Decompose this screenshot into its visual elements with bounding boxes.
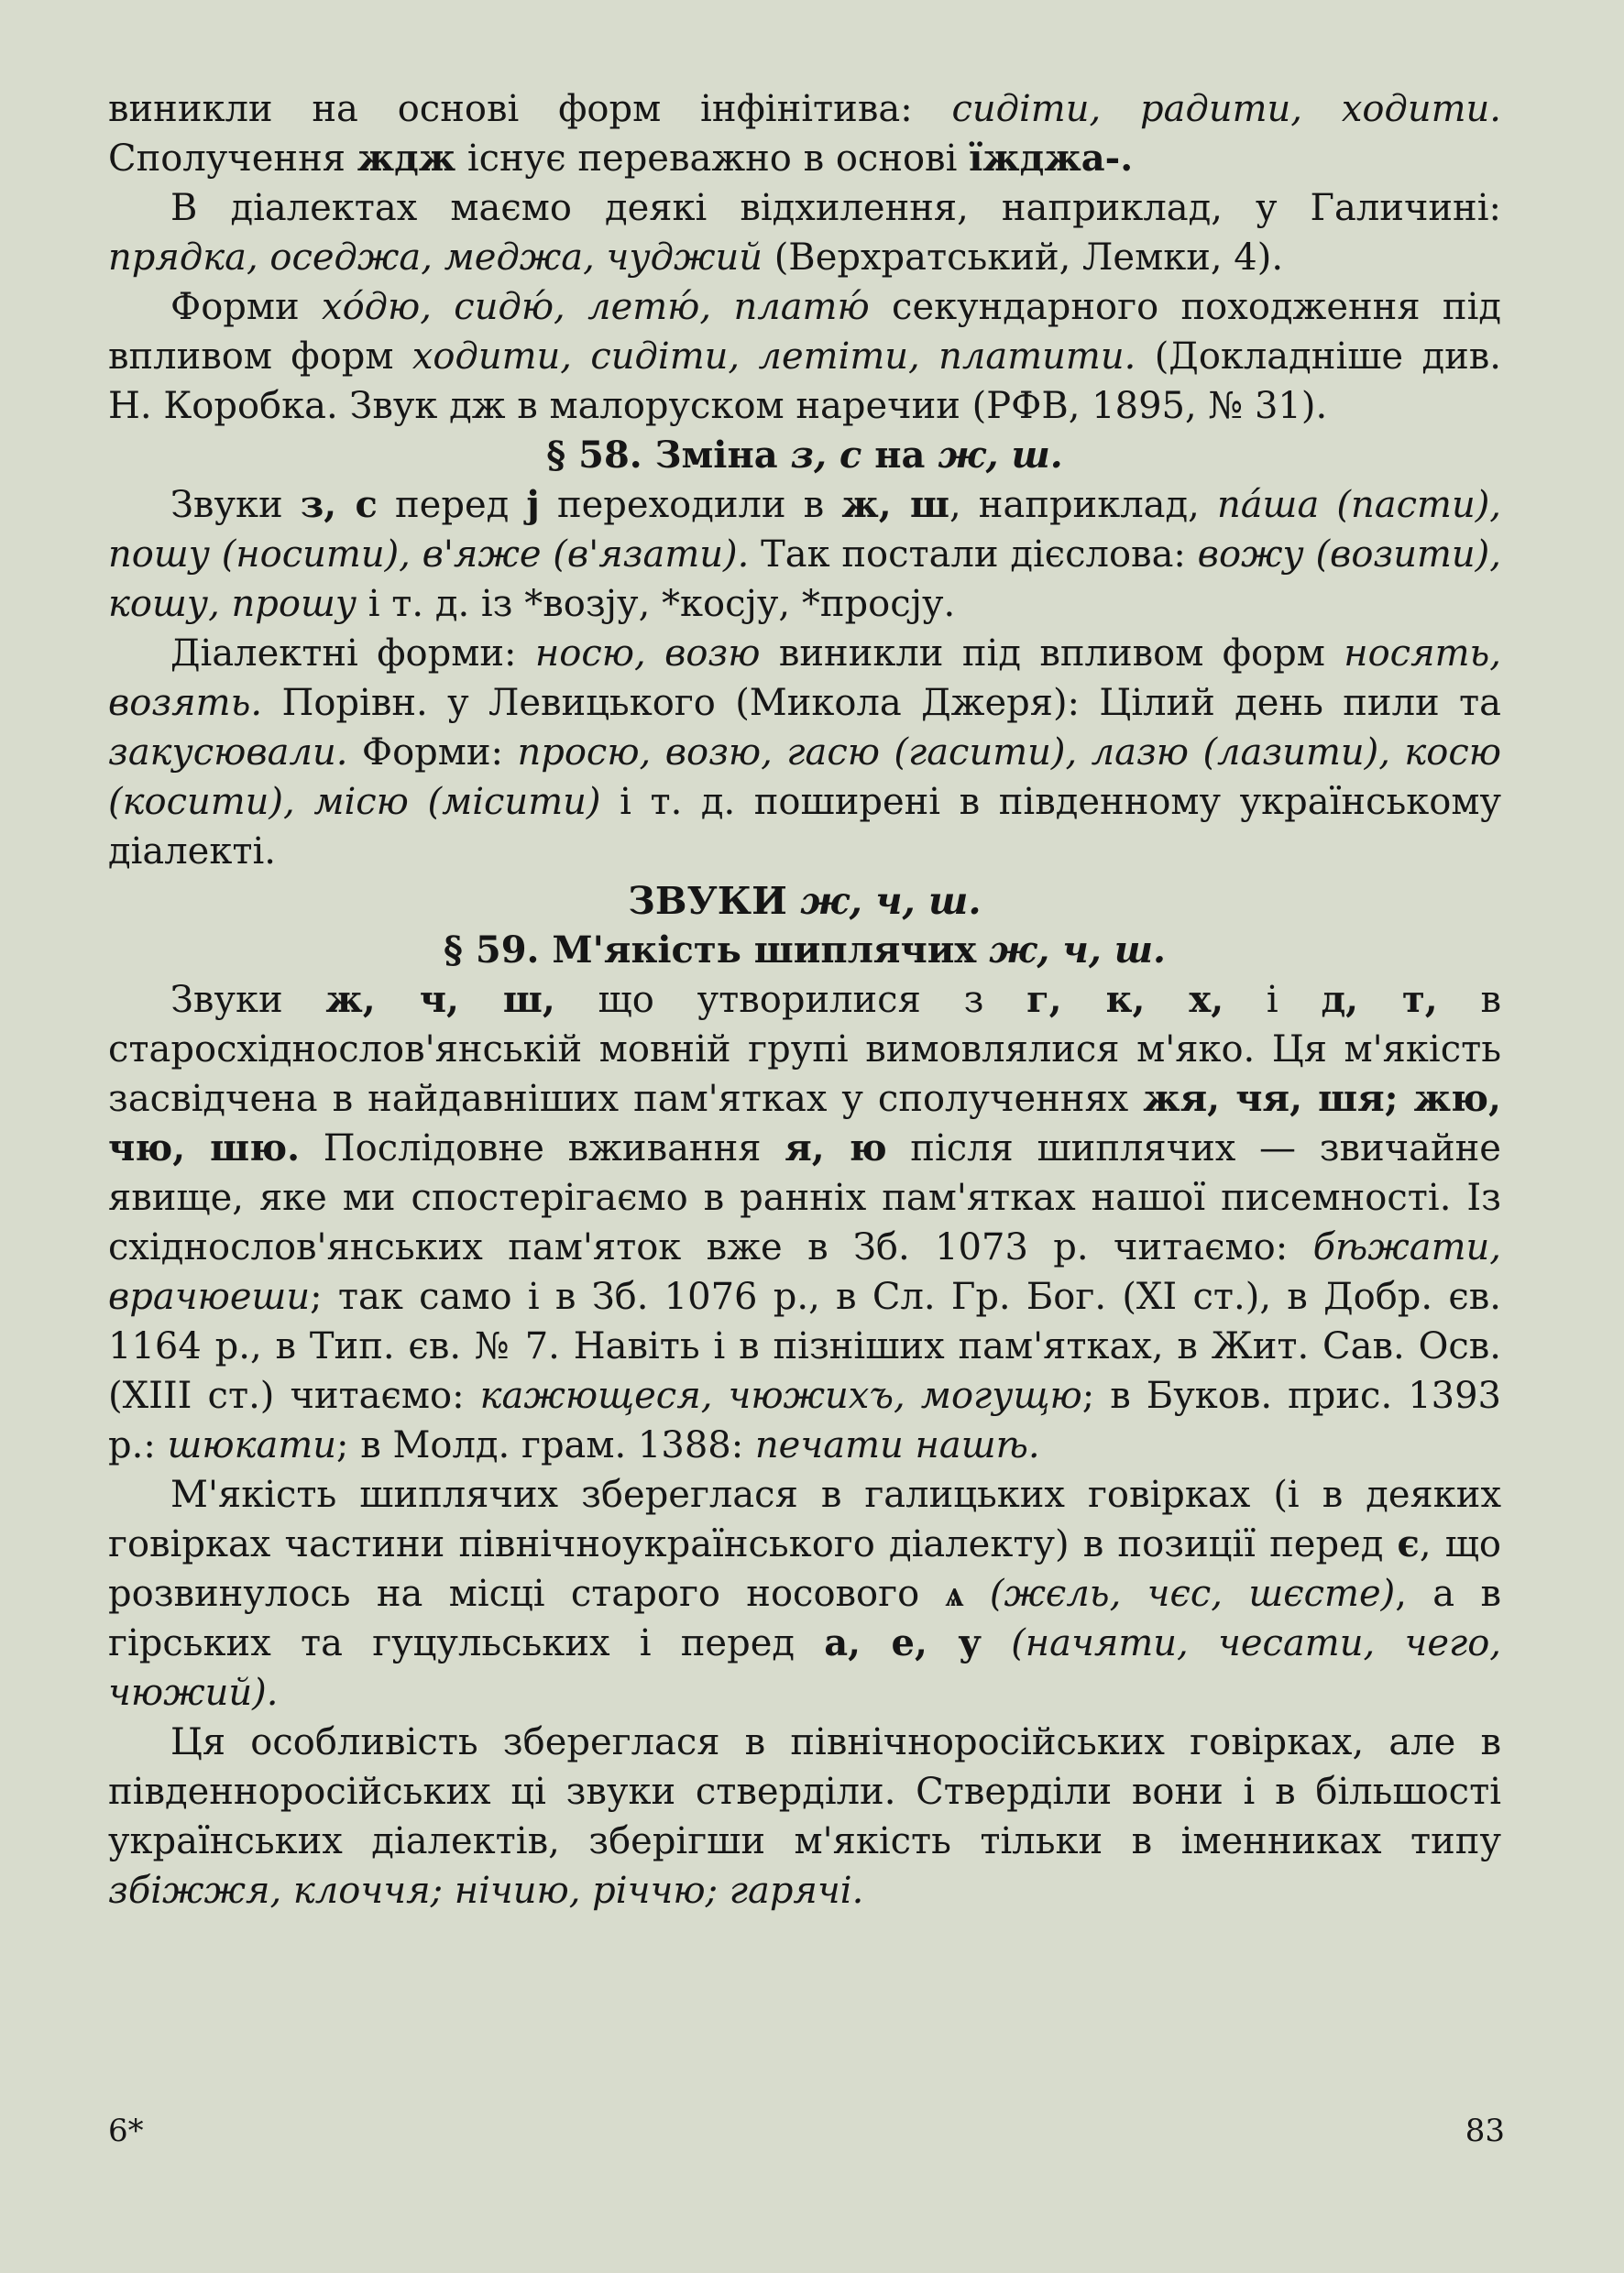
bold-sound: є xyxy=(1397,1522,1420,1565)
italic-example: пáша (пасти), пошу (носити), в'яже (в'язати). xyxy=(108,484,1502,576)
text-run: Звуки xyxy=(170,484,301,526)
text-run: після шиплячих — звичайне явище, яке ми спостерігаємо в ранніх пам'ятках нашої писемності. Із східнослов'янських пам'яток вже в Зб. 1073 р. читаємо: xyxy=(108,1127,1501,1268)
text-run: і xyxy=(1223,979,1322,1021)
page-body xyxy=(108,84,1501,1916)
text-run: , що розвинулось на місці старого носового xyxy=(108,1523,1501,1615)
heading-italic: ж, ч, ш. xyxy=(989,928,1166,972)
page-number: 83 xyxy=(1465,2113,1505,2149)
text-run: Ця особливість збереглася в північноросійських говірках, але в південноросійських ці звуки стверділи. Стверділи вони і в більшості українських діалектів, зберігши м'якість тільки в іменниках типу xyxy=(108,1721,1501,1862)
text-run: М'якість шиплячих збереглася в галицьких говірках (і в деяких говірках частини північноукраїнського діалекту) в позиції перед xyxy=(108,1474,1501,1565)
italic-example: носять, возять. xyxy=(108,632,1501,724)
section-heading-58 xyxy=(108,431,1501,480)
paragraph-softness-history xyxy=(108,975,1501,1470)
italic-example: печати нашѣ. xyxy=(754,1424,1040,1466)
italic-example: бѣжати, врачюеши xyxy=(108,1226,1501,1318)
italic-example: збіжжя, клоччя; нічию, річчю; гарячі. xyxy=(108,1870,864,1912)
text-run: Сполучення xyxy=(108,137,357,180)
bold-sound: ж, ш xyxy=(841,483,949,526)
italic-example: хóдю, сидю́, летю́, платю́ xyxy=(322,286,870,328)
bold-sound: а, е, у xyxy=(824,1621,982,1664)
signature-mark: 6* xyxy=(108,2113,144,2149)
text-run: виникли на основі форм інфінітива: xyxy=(108,88,952,130)
italic-example: ходити, сидіти, летіти, платити. xyxy=(411,335,1136,378)
bold-sound: г, к, х, xyxy=(1026,978,1224,1021)
italic-example: (жєль, чєс, шєсте) xyxy=(963,1573,1396,1615)
heading-text: § 58. Зміна xyxy=(546,434,791,477)
bold-sound: j xyxy=(526,483,540,526)
paragraph-galician-softness xyxy=(108,1470,1501,1718)
italic-example: шюкати xyxy=(167,1424,337,1466)
section-heading-59 xyxy=(108,926,1501,975)
bold-sound: ж, ч, ш, xyxy=(325,978,555,1021)
text-run: Форми: xyxy=(347,731,518,774)
text-run: ; так само і в Зб. 1076 р., в Сл. Гр. Бог. (XI ст.), в Добр. єв. 1164 р., в Тип. єв. № 7. Навіть і в пізніших пам'ятках, в Жит. Сав. Осв. (XIII ст.) читаємо: xyxy=(108,1276,1501,1417)
text-run: ; в Молд. грам. 1388: xyxy=(336,1424,755,1466)
text-run: ; в Буков. прис. 1393 р.: xyxy=(108,1375,1502,1466)
paragraph-russian-dialects xyxy=(108,1718,1501,1916)
text-run: секундарного походження під впливом форм xyxy=(108,286,1501,378)
paragraph-z-s-change xyxy=(108,480,1501,629)
text-run: Звуки xyxy=(170,979,326,1021)
text-run: Послідовне вживання xyxy=(300,1127,785,1169)
heading-italic: ж, ш. xyxy=(938,434,1063,477)
text-run: Порівн. у Левицького (Микола Джеря): Цілий день пили та xyxy=(262,682,1501,724)
text-run: (Докладніше див. Н. Коробка. Звук дж в малоруском наречии (РФВ, 1895, № 31). xyxy=(108,335,1502,427)
bold-sound: з, с xyxy=(300,483,378,526)
bold-sound: жя, чя, шя; жю, чю, шю. xyxy=(108,1077,1501,1169)
paragraph-infinitive-forms xyxy=(108,84,1501,183)
italic-example: (начяти, чесати, чего, чюжий). xyxy=(108,1622,1502,1714)
page-footer xyxy=(108,2113,1505,2149)
text-run: і т. д. поширені в південному українському діалекті. xyxy=(108,781,1502,873)
italic-example: прядка, оседжа, меджа, чуджий xyxy=(108,236,763,279)
italic-example: закусювали. xyxy=(108,731,348,774)
text-run: Діалектні форми: xyxy=(170,632,535,675)
text-run: В діалектах маємо деякі відхилення, наприклад, у Галичині: xyxy=(170,187,1501,229)
heading-text: на xyxy=(861,434,938,477)
text-run: і т. д. із *возју, *косју, *просју. xyxy=(357,583,956,625)
text-run: існує переважно в основі xyxy=(455,137,970,180)
text-run: Так постали дієслова: xyxy=(749,533,1198,576)
heading-italic: ж, ч, ш. xyxy=(800,879,982,923)
italic-example: просю, возю, гасю (гасити), лазю (лазити), косю (косити), місю (місити) xyxy=(108,731,1501,823)
italic-example: сидіти, радити, ходити. xyxy=(951,88,1501,130)
text-run: в старосхіднослов'янській мовній групі вимовлялися м'яко. Ця м'якість засвідчена в найдавніших пам'ятках у сполученнях xyxy=(108,979,1501,1120)
text-run: перед xyxy=(377,484,527,526)
bold-sound: д, т, xyxy=(1321,978,1438,1021)
heading-text: § 59. М'якість шиплячих xyxy=(444,928,990,972)
bold-sound: ѧ xyxy=(945,1572,964,1615)
bold-sound: я, ю xyxy=(785,1126,887,1169)
bold-sound: їжджа-. xyxy=(969,137,1134,180)
italic-example: кажющеся, чюжихъ, могущю xyxy=(479,1375,1082,1417)
text-run: , наприклад, xyxy=(949,484,1217,526)
heading-italic: з, с xyxy=(790,434,862,477)
text-run: що утворилися з xyxy=(554,979,1027,1021)
italic-example: вожу (возити), кошу, прошу xyxy=(108,533,1502,625)
paragraph-dialect-deviations xyxy=(108,183,1501,282)
paragraph-secondary-forms xyxy=(108,282,1501,431)
paragraph-dialect-forms xyxy=(108,629,1501,876)
italic-example: носю, возю xyxy=(534,632,761,675)
text-run: , а в гірських та гуцульських і перед xyxy=(108,1573,1501,1664)
chapter-heading-sounds xyxy=(108,876,1501,926)
heading-text: ЗВУКИ xyxy=(628,879,801,923)
text-run: переходили в xyxy=(539,484,842,526)
bold-sound: ждж xyxy=(357,137,456,180)
text-run: виникли під впливом форм xyxy=(760,632,1344,675)
text-run: (Верхратський, Лемки, 4). xyxy=(762,236,1284,279)
text-run: Форми xyxy=(170,286,323,328)
